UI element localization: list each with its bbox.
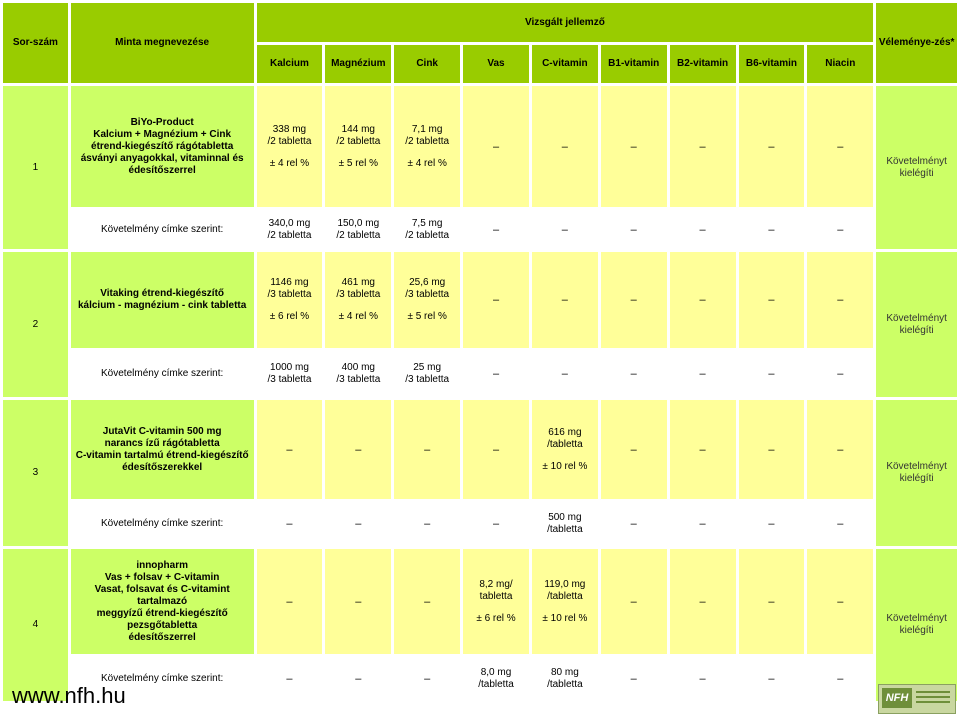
row-number: 4	[3, 549, 68, 701]
sample-name: Vitaking étrend-kiegészítő kálcium - magnézium - cink tabletta	[71, 252, 254, 348]
table-row	[3, 252, 957, 348]
sample-name: innopharm Vas + folsav + C-vitamin Vasat, folsavat és C-vitamint tartalmazó meggyízű étrend-kiegészítő pezsgőtabletta édesítőszerrel	[71, 549, 254, 654]
value-magnezium: –	[325, 400, 391, 499]
sample-name: BiYo-Product Kalcium + Magnézium + Cink étrend-kiegészítő rágótabletta ásványi anyagokkal, vitaminnal és édesítőszerrel	[71, 86, 254, 207]
value-b1-vitamin: –	[601, 86, 667, 207]
req-niacin: –	[837, 368, 844, 380]
table-row	[3, 86, 957, 207]
req-b2-vitamin: –	[699, 518, 706, 530]
value-magnezium: –	[325, 549, 391, 654]
header-col-niacin: Niacin	[807, 45, 873, 83]
req-cink: –	[424, 673, 431, 685]
req-vas: –	[492, 223, 500, 236]
row-number: 3	[3, 400, 68, 546]
verdict: Követelményt kielégíti	[876, 549, 957, 701]
value-cink: –	[394, 400, 460, 499]
value-kalcium: –	[257, 400, 323, 499]
value-b2-vitamin: –	[670, 400, 736, 499]
value-cink: 25,6 mg /3 tabletta ± 5 rel %	[394, 252, 460, 348]
requirement-label: Követelmény címke szerint:	[101, 673, 224, 684]
req-magnezium: 150,0 mg /2 tabletta	[336, 217, 381, 241]
req-cink: 25 mg /3 tabletta	[405, 362, 450, 385]
requirement-row	[3, 351, 957, 397]
value-c-vitamin: –	[532, 86, 598, 207]
req-b2-vitamin: –	[699, 673, 706, 685]
header-minta: Minta megnevezése	[71, 3, 254, 83]
value-niacin: –	[807, 86, 873, 207]
req-kalcium: 1000 mg /3 tabletta	[267, 362, 312, 385]
value-b1-vitamin: –	[601, 252, 667, 348]
verdict: Követelményt kielégíti	[876, 86, 957, 249]
header-col-vas: Vas	[463, 45, 529, 83]
req-c-vitamin: 500 mg /tabletta	[547, 512, 583, 535]
sample-name: JutaVit C-vitamin 500 mg narancs ízű rágótabletta C-vitamin tartalmú étrend-kiegészítő édesítőszerekkel	[71, 400, 254, 499]
requirement-row	[3, 502, 957, 546]
value-niacin: –	[807, 252, 873, 348]
req-niacin: –	[837, 223, 844, 236]
req-b1-vitamin: –	[630, 518, 637, 530]
value-b6-vitamin: –	[739, 86, 805, 207]
value-vas: 8,2 mg/ tabletta ± 6 rel %	[463, 549, 529, 654]
req-cink: –	[424, 518, 431, 530]
value-vas: –	[463, 86, 529, 207]
req-c-vitamin: 80 mg /tabletta	[547, 667, 583, 690]
header-col-b2-vitamin: B2-vitamin	[670, 45, 736, 83]
req-b2-vitamin: –	[699, 223, 706, 236]
value-kalcium: –	[257, 549, 323, 654]
req-b6-vitamin: –	[768, 223, 775, 236]
req-magnezium: 400 mg /3 tabletta	[336, 362, 381, 385]
req-kalcium: 340,0 mg /2 tabletta	[267, 217, 312, 241]
header-sor-szam: Sor-szám	[3, 3, 68, 83]
req-b6-vitamin: –	[768, 673, 775, 685]
requirement-label: Követelmény címke szerint:	[101, 223, 224, 235]
verdict: Követelményt kielégíti	[876, 252, 957, 397]
value-magnezium: 461 mg /3 tabletta ± 4 rel %	[325, 252, 391, 348]
table-row	[3, 549, 957, 654]
header-col-kalcium: Kalcium	[257, 45, 323, 83]
req-b6-vitamin: –	[768, 518, 775, 530]
value-kalcium: 338 mg /2 tabletta ± 4 rel %	[257, 86, 323, 207]
req-niacin: –	[837, 673, 844, 685]
header-col-c-vitamin: C-vitamin	[532, 45, 598, 83]
req-niacin: –	[837, 518, 844, 530]
website-url[interactable]: www.nfh.hu	[12, 683, 126, 708]
value-b2-vitamin: –	[670, 86, 736, 207]
value-c-vitamin: 616 mg /tabletta ± 10 rel %	[532, 400, 598, 499]
value-vas: –	[463, 252, 529, 348]
req-vas: –	[492, 368, 500, 380]
requirement-row	[3, 657, 957, 701]
header-col-b6-vitamin: B6-vitamin	[739, 45, 805, 83]
value-niacin: –	[807, 400, 873, 499]
header-vizsgalt-jellemzo: Vizsgált jellemző	[257, 3, 874, 42]
req-c-vitamin: –	[561, 368, 568, 380]
value-b6-vitamin: –	[739, 549, 805, 654]
req-b2-vitamin: –	[699, 368, 706, 380]
value-b6-vitamin: –	[739, 252, 805, 348]
value-c-vitamin: –	[532, 252, 598, 348]
value-b2-vitamin: –	[670, 252, 736, 348]
req-vas: –	[492, 518, 500, 530]
req-b6-vitamin: –	[768, 368, 775, 380]
header-col-b1-vitamin: B1-vitamin	[601, 45, 667, 83]
req-b1-vitamin: –	[630, 223, 637, 236]
value-b6-vitamin: –	[739, 400, 805, 499]
header-col-magnezium: Magnézium	[325, 45, 391, 83]
req-kalcium: –	[286, 673, 293, 685]
value-cink: 7,1 mg /2 tabletta ± 4 rel %	[394, 86, 460, 207]
table-row	[3, 400, 957, 499]
req-magnezium: –	[355, 518, 362, 530]
req-magnezium: –	[355, 673, 362, 685]
value-b1-vitamin: –	[601, 400, 667, 499]
req-kalcium: –	[286, 518, 293, 530]
verdict: Követelményt kielégíti	[876, 400, 957, 546]
req-c-vitamin: –	[561, 223, 568, 236]
requirement-label: Követelmény címke szerint:	[101, 368, 224, 379]
req-cink: 7,5 mg /2 tabletta	[405, 217, 450, 241]
nfh-logo	[878, 684, 956, 714]
value-vas: –	[463, 400, 529, 499]
value-c-vitamin: 119,0 mg /tabletta ± 10 rel %	[532, 549, 598, 654]
value-niacin: –	[807, 549, 873, 654]
req-b1-vitamin: –	[630, 673, 637, 685]
header-col-cink: Cink	[394, 45, 460, 83]
logo-lines-icon	[916, 691, 950, 706]
row-number: 2	[3, 252, 68, 397]
nfh-logo-mark: NFH	[882, 688, 912, 708]
value-cink: –	[394, 549, 460, 654]
req-b1-vitamin: –	[630, 368, 637, 380]
value-b2-vitamin: –	[670, 549, 736, 654]
value-magnezium: 144 mg /2 tabletta ± 5 rel %	[325, 86, 391, 207]
requirement-row	[3, 210, 957, 249]
req-vas: 8,0 mg /tabletta	[478, 667, 514, 690]
header-velemenyezes: Véleménye-zés*	[876, 3, 957, 83]
row-number: 1	[3, 86, 68, 249]
value-b1-vitamin: –	[601, 549, 667, 654]
value-kalcium: 1146 mg /3 tabletta ± 6 rel %	[257, 252, 323, 348]
requirement-label: Követelmény címke szerint:	[101, 518, 224, 529]
